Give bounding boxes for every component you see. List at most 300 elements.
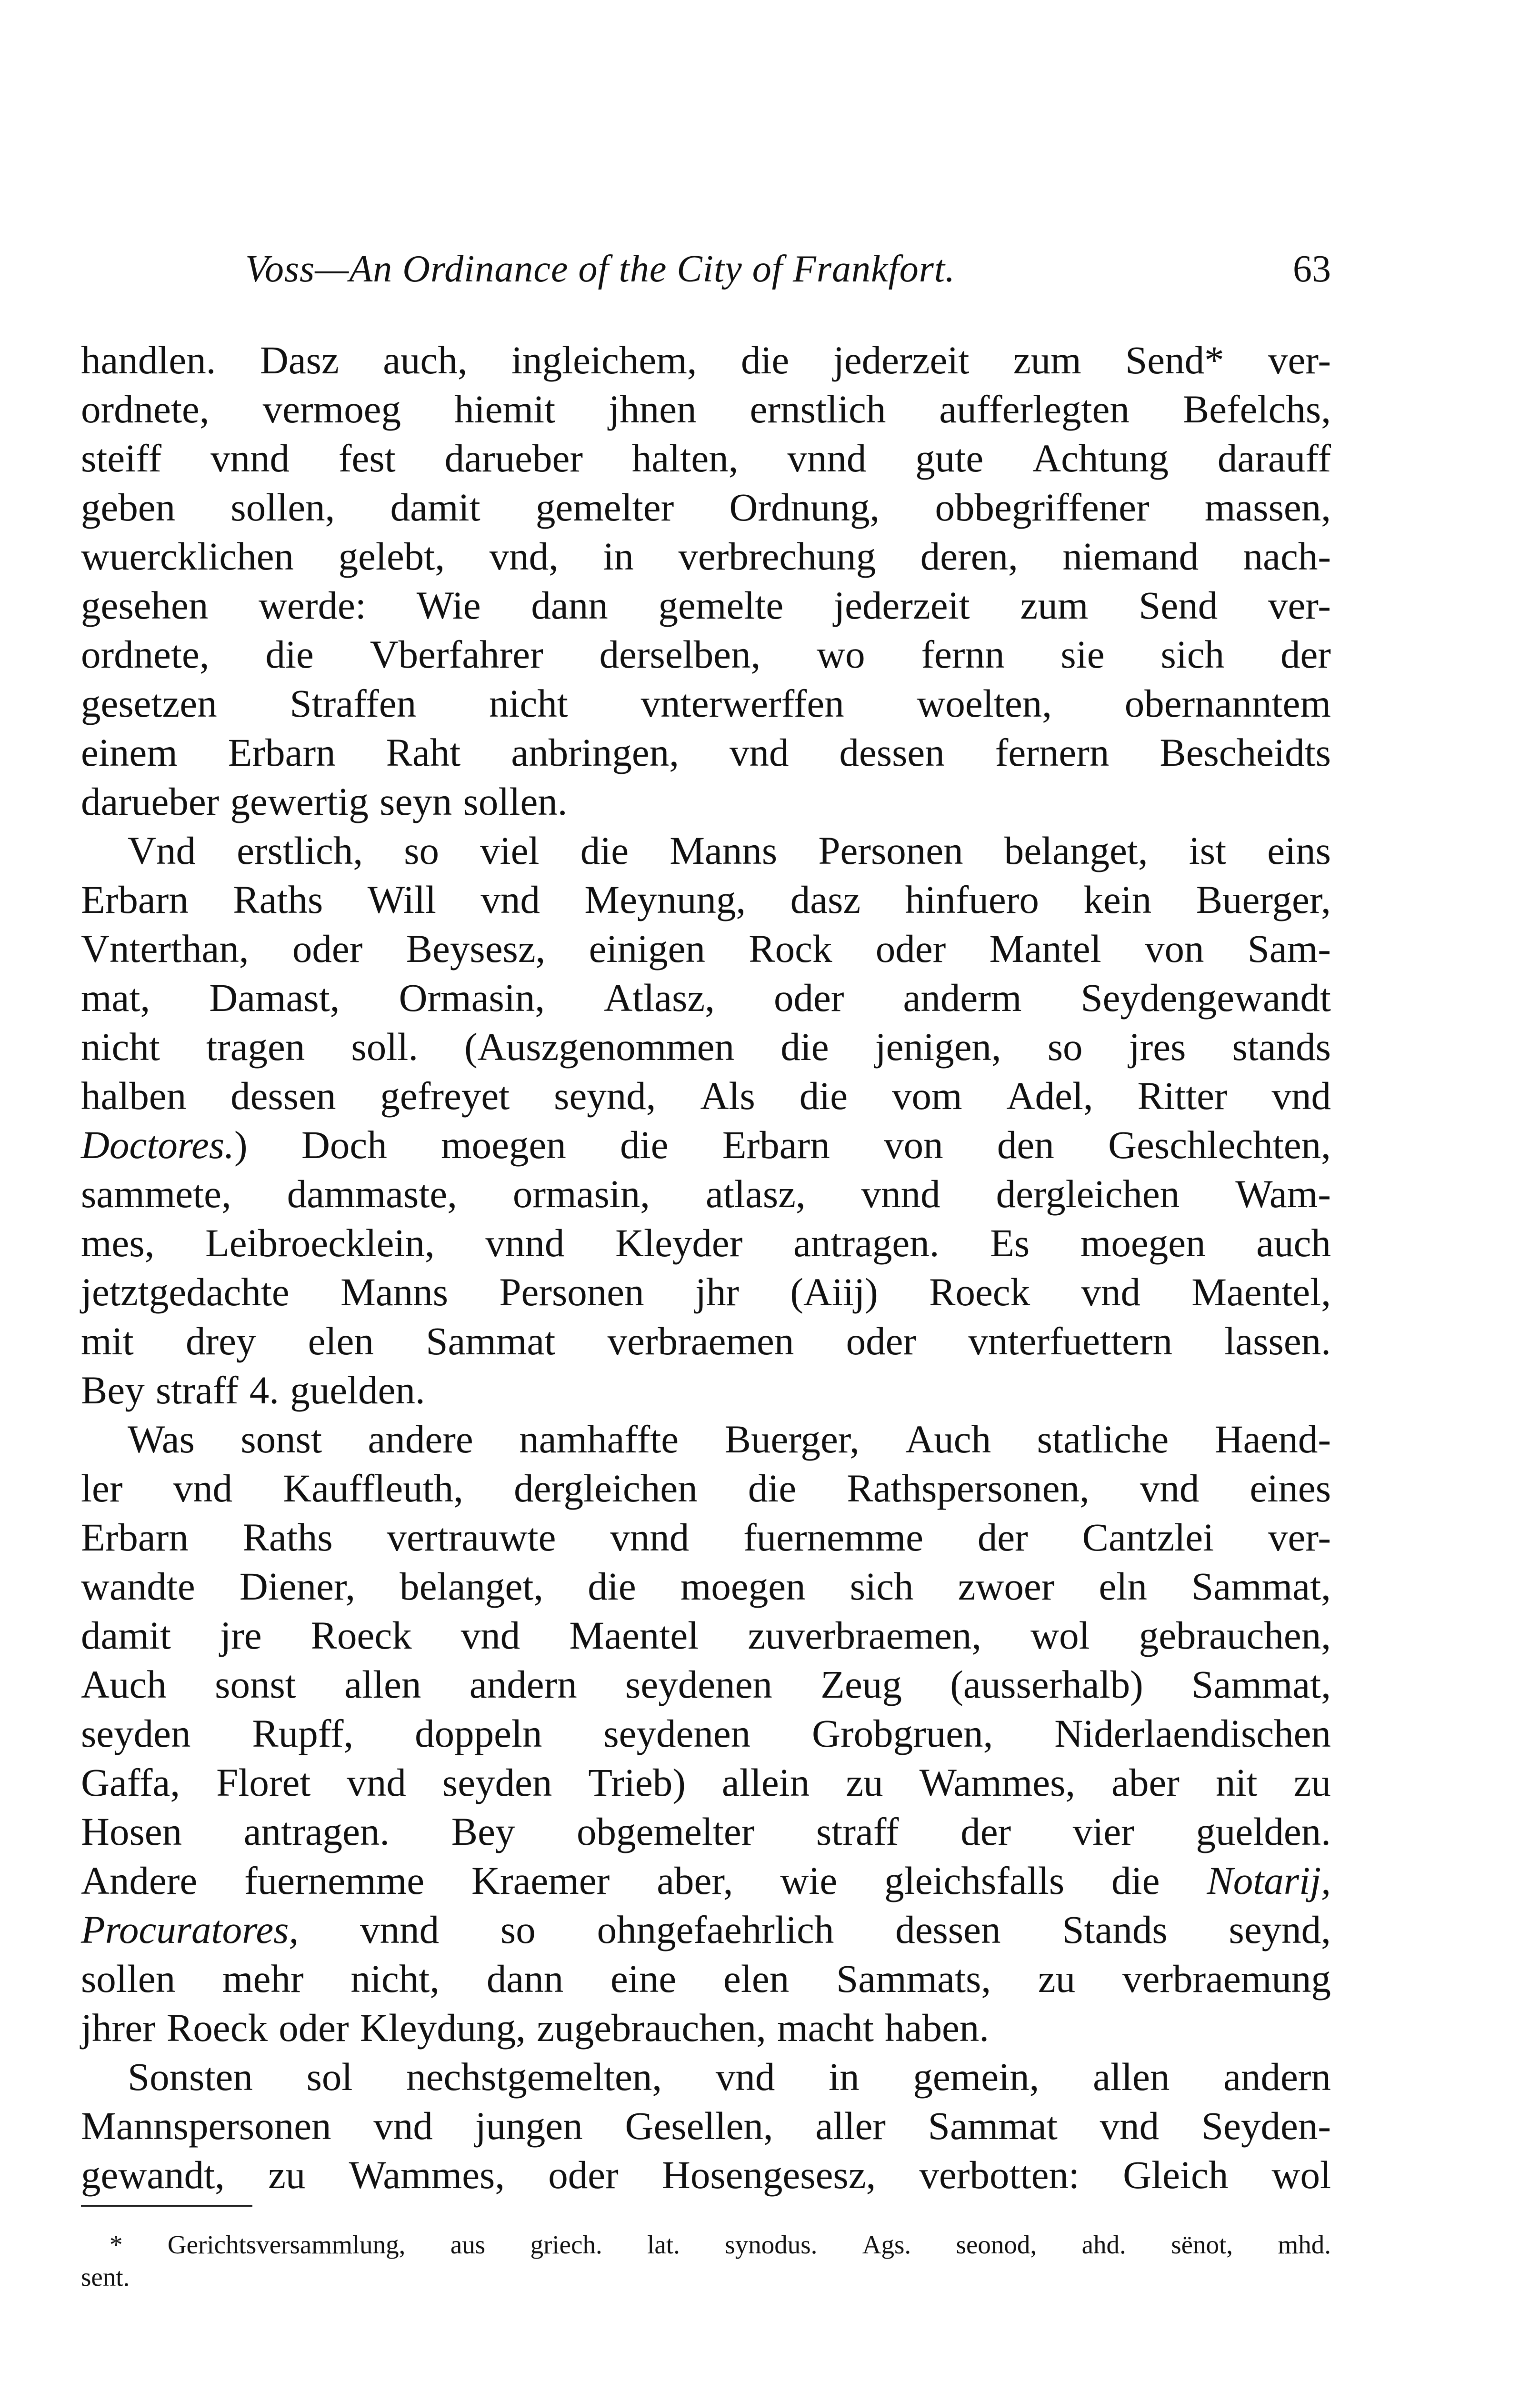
text-line (81, 1366, 1331, 1415)
word: vnnd (861, 1172, 940, 1216)
word: Diener, (239, 1564, 356, 1608)
text-line (81, 2003, 1331, 2052)
word: obbegriffener (935, 485, 1150, 529)
word: fernern (995, 730, 1110, 774)
word: Kauffleuth, (283, 1466, 464, 1510)
word: sent. (81, 2262, 130, 2291)
word: Sonsten (128, 2055, 253, 2099)
word: jederzeit (834, 583, 970, 627)
word: Maentel, (1191, 1270, 1331, 1314)
word: Zeug (820, 1662, 902, 1706)
word: Roeck (310, 1613, 412, 1657)
word: (Aiij) (790, 1270, 878, 1314)
text-line (81, 2052, 1331, 2101)
word: nicht (81, 1025, 160, 1069)
word: ordnete, (81, 632, 210, 676)
word: Es (990, 1221, 1030, 1265)
word: Raths (233, 878, 323, 921)
word: oder (875, 927, 946, 970)
word: Hosengesesz, (661, 2153, 876, 2197)
word: Wammes, (349, 2153, 505, 2197)
word: Maentel (569, 1613, 699, 1657)
word: antragen. (793, 1221, 940, 1265)
text-line (81, 777, 1331, 826)
text-line (81, 679, 1331, 728)
word: Beysesz, (406, 927, 546, 970)
word: belanget, (400, 1564, 544, 1608)
word: gute (915, 436, 984, 480)
word: wie (780, 1859, 838, 1902)
word: den (997, 1123, 1054, 1167)
word: Ags. (862, 2230, 911, 2259)
word: haben. (885, 2006, 990, 2050)
word: einigen (589, 927, 706, 970)
word: hinfuero (905, 878, 1039, 921)
word: Rock (749, 927, 832, 970)
footnote-line (81, 2261, 1331, 2293)
word: moegen (680, 1564, 806, 1608)
word: steiff (81, 436, 162, 480)
text-line (81, 1022, 1331, 1071)
word: dergleichen (996, 1172, 1180, 1216)
word: ver- (1268, 338, 1331, 382)
word: Vberfahrer (370, 632, 543, 676)
word: zuverbraemen, (748, 1613, 982, 1657)
word: vnd (1100, 2104, 1160, 2148)
word: Raht (386, 730, 461, 774)
word: ordnete, (81, 387, 210, 431)
word: ohngefaehrlich (597, 1908, 834, 1951)
footnote-line (81, 2229, 1331, 2261)
word: jhr (695, 1270, 740, 1314)
word: vnd (347, 1761, 406, 1804)
word: in (829, 2055, 860, 2099)
word: aber, (657, 1859, 733, 1902)
word: der (960, 1810, 1011, 1853)
word: auch, (383, 338, 468, 382)
word: dessen (895, 1908, 1001, 1951)
word: die (265, 632, 314, 676)
text-line (81, 1513, 1331, 1562)
word: (ausserhalb) (950, 1662, 1143, 1706)
word: Bey (81, 1368, 145, 1412)
running-head (81, 243, 1331, 295)
running-title: Voss—An Ordinance of the City of Frankfort. (245, 248, 956, 290)
word: nicht, (350, 1957, 440, 2001)
word: guelden. (290, 1368, 425, 1412)
text-line (81, 728, 1331, 777)
word: mhd. (1278, 2230, 1331, 2259)
word: Roeck (929, 1270, 1030, 1314)
word: vnnd (360, 1908, 440, 1951)
word: Personen (818, 829, 963, 872)
word: Befelchs, (1182, 387, 1331, 431)
word: oder (846, 1319, 917, 1363)
word: mat, (81, 976, 150, 1020)
word: Sammats, (836, 1957, 991, 2001)
word: Achtung (1032, 436, 1169, 480)
text-line (81, 336, 1331, 385)
word: dessen (839, 730, 945, 774)
word: jhnen (609, 387, 697, 431)
word: Ormasin, (399, 976, 545, 1020)
word: nach- (1243, 534, 1331, 578)
word: vier (1072, 1810, 1134, 1853)
word: Auch (81, 1662, 167, 1706)
word: jre (220, 1613, 262, 1657)
word: Sammat (928, 2104, 1058, 2148)
text-line (81, 2151, 1331, 2200)
word: geben (81, 485, 176, 529)
text-line (81, 1415, 1331, 1464)
word: der (1280, 632, 1331, 676)
word: darueber (444, 436, 583, 480)
word: gleichsfalls (884, 1859, 1065, 1902)
word: Was (128, 1417, 195, 1461)
word: belanget, (1004, 829, 1148, 872)
word: Kleyder (615, 1221, 743, 1265)
word: handlen. (81, 338, 216, 382)
text-line (81, 1120, 1331, 1170)
word: ahd. (1081, 2230, 1126, 2259)
word: viel (480, 829, 540, 872)
word: oder (292, 927, 363, 970)
word: eins (1267, 829, 1331, 872)
text-line (81, 1954, 1331, 2003)
word: Dasz (260, 338, 339, 382)
word: nechstgemelten, (406, 2055, 662, 2099)
word: Geschlechten, (1108, 1123, 1331, 1167)
word: oder (279, 2006, 349, 2050)
word: Andere (81, 1859, 198, 1902)
word: zwoer (958, 1564, 1055, 1608)
word: seyden (442, 1761, 552, 1804)
word: allen (344, 1662, 421, 1706)
word: eln (1099, 1564, 1147, 1608)
word: Cantzlei (1082, 1515, 1214, 1559)
word: wo (817, 632, 865, 676)
text-line (81, 1905, 1331, 1954)
word: seydenen (603, 1711, 751, 1755)
word: lassen. (1224, 1319, 1331, 1363)
text-line (81, 1317, 1331, 1366)
word: zu (268, 2153, 306, 2197)
word: Meynung, (584, 878, 746, 921)
word: Manns (340, 1270, 449, 1314)
word: Doctores.) (81, 1123, 248, 1167)
word: andere (368, 1417, 473, 1461)
word: allen (1093, 2055, 1170, 2099)
word: vnd (373, 2104, 433, 2148)
word: Vnterthan, (81, 927, 249, 970)
word: seydenen (625, 1662, 772, 1706)
text-line (81, 1464, 1331, 1513)
word: vnnd (787, 436, 867, 480)
word: Mantel (989, 927, 1101, 970)
word: Doch (301, 1123, 387, 1167)
word: wuercklichen (81, 534, 294, 578)
word: jhrer (81, 2006, 156, 2050)
word: straff (155, 1368, 239, 1412)
word: gesetzen (81, 681, 217, 725)
word: fuernemme (244, 1859, 425, 1902)
word: gelebt, (338, 534, 445, 578)
word: vnd (480, 878, 540, 921)
word: vnterfuettern (968, 1319, 1173, 1363)
word: dasz (790, 878, 861, 921)
word: aufferlegten (939, 387, 1130, 431)
word: vnd (173, 1466, 233, 1510)
word: vom (892, 1074, 962, 1118)
word: halben (81, 1074, 187, 1118)
word: Vnd (128, 829, 196, 872)
word: verbraemen (607, 1319, 794, 1363)
word: darueber (81, 780, 220, 823)
word: elen (308, 1319, 374, 1363)
word: antragen. (243, 1810, 390, 1853)
word: wol (1271, 2153, 1331, 2197)
word: gewandt, (81, 2153, 225, 2197)
word: mehr (222, 1957, 304, 2001)
word: ver- (1268, 583, 1331, 627)
word: fest (338, 436, 396, 480)
word: jetztgedachte (81, 1270, 290, 1314)
word: deren, (920, 534, 1018, 578)
word: sollen (81, 1957, 176, 2001)
word: fernn (921, 632, 1005, 676)
word: Kraemer (471, 1859, 610, 1902)
word: die (1111, 1859, 1160, 1902)
word: obgemelter (577, 1810, 755, 1853)
text-line (81, 1219, 1331, 1268)
text-line (81, 2101, 1331, 2151)
text-line (81, 826, 1331, 875)
word: Erbarn (722, 1123, 830, 1167)
word: dann (486, 1957, 564, 2001)
word: jederzeit (833, 338, 970, 382)
word: nit (1215, 1761, 1258, 1804)
text-line (81, 483, 1331, 532)
word: Buerger, (724, 1417, 860, 1461)
word: Wie (416, 583, 481, 627)
word: die (588, 1564, 636, 1608)
word: massen, (1204, 485, 1331, 529)
word: verbotten: (919, 2153, 1080, 2197)
word: der (977, 1515, 1028, 1559)
text-line (81, 630, 1331, 679)
word: Ordnung, (729, 485, 880, 529)
word: so (500, 1908, 536, 1951)
word: wandte (81, 1564, 195, 1608)
word: sonst (215, 1662, 296, 1706)
word: seyden (81, 1711, 191, 1755)
word: zum (1013, 338, 1081, 382)
word: Buerger, (1196, 878, 1331, 921)
word: Haend- (1214, 1417, 1331, 1461)
word: Send (1139, 583, 1218, 627)
word: Niderlaendischen (1054, 1711, 1331, 1755)
word: Erbarn (81, 1515, 189, 1559)
word: 4. (249, 1368, 280, 1412)
word: verbrechung (678, 534, 876, 578)
word: dammaste, (287, 1172, 457, 1216)
word: zu (846, 1761, 883, 1804)
word: Als (700, 1074, 755, 1118)
word: sollen, (230, 485, 335, 529)
word: sollen. (463, 780, 568, 823)
word: Roeck (166, 2006, 268, 2050)
word: zugebrauchen, (537, 2006, 766, 2050)
word: die (620, 1123, 669, 1167)
word: guelden. (1196, 1810, 1331, 1853)
word: vnnd (210, 436, 290, 480)
word: vnnd (485, 1221, 565, 1265)
word: Manns (670, 829, 778, 872)
word: drey (185, 1319, 256, 1363)
word: oder (774, 976, 844, 1020)
word: mes, (81, 1221, 155, 1265)
word: gefreyet (380, 1074, 510, 1118)
word: Leibroecklein, (205, 1221, 435, 1265)
word: Seyden- (1201, 2104, 1331, 2148)
word: von (884, 1123, 943, 1167)
word: atlasz, (706, 1172, 806, 1216)
word: Bey (451, 1810, 515, 1853)
word: Will (367, 878, 436, 921)
word: Personen (499, 1270, 644, 1314)
word: Gerichtsversammlung, (167, 2230, 406, 2259)
word: derselben, (599, 632, 761, 676)
word: stands (1232, 1025, 1331, 1069)
word: dessen (230, 1074, 336, 1118)
word: sie (1060, 632, 1105, 676)
word: jungen (475, 2104, 583, 2148)
word: griech. (530, 2230, 602, 2259)
word: Auch (905, 1417, 991, 1461)
word: werde: (259, 583, 366, 627)
word: Grobgruen, (812, 1711, 993, 1755)
word: ler (81, 1466, 123, 1510)
text-line (81, 1071, 1331, 1120)
word: soll. (351, 1025, 419, 1069)
word: einem (81, 730, 178, 774)
word: obernanntem (1124, 681, 1331, 725)
word: andern (469, 1662, 577, 1706)
word: niemand (1062, 534, 1199, 578)
word: in (603, 534, 634, 578)
text-line (81, 1170, 1331, 1219)
text-line (81, 1268, 1331, 1317)
word: ingleichem, (511, 338, 697, 382)
word: damit (81, 1613, 171, 1657)
word: wol (1030, 1613, 1090, 1657)
word: Procuratores, (81, 1908, 299, 1951)
word: die (780, 1025, 829, 1069)
word: Bescheidts (1160, 730, 1331, 774)
text-line (81, 385, 1331, 434)
word: dergleichen (514, 1466, 698, 1510)
word: gesehen (81, 583, 209, 627)
word: ver- (1268, 1515, 1331, 1559)
word: Hosen (81, 1810, 182, 1853)
word: statliche (1037, 1417, 1169, 1461)
word: moegen (441, 1123, 566, 1167)
word: tragen (206, 1025, 305, 1069)
text-line (81, 875, 1331, 924)
word: Adel, (1006, 1074, 1093, 1118)
word: ernstlich (750, 387, 886, 431)
word: vnd (1271, 1074, 1331, 1118)
word: seonod, (956, 2230, 1037, 2259)
word: straff (816, 1810, 899, 1853)
word: Gleich (1123, 2153, 1229, 2197)
word: jenigen, (875, 1025, 1001, 1069)
text-line (81, 1807, 1331, 1856)
word: Rupff, (252, 1711, 354, 1755)
word: so (404, 829, 440, 872)
word: synodus. (725, 2230, 818, 2259)
page-number: 63 (1293, 248, 1331, 290)
word: sammete, (81, 1172, 231, 1216)
word: Wam- (1235, 1172, 1331, 1216)
word: kein (1083, 878, 1152, 921)
word: Raths (242, 1515, 333, 1559)
text-line (81, 1709, 1331, 1758)
word: andern (1223, 2055, 1331, 2099)
word: die (580, 829, 629, 872)
word: vertrauwte (387, 1515, 556, 1559)
text-line (81, 581, 1331, 630)
word: anbringen, (511, 730, 679, 774)
word: moegen (1080, 1221, 1206, 1265)
word: aber (1111, 1761, 1180, 1804)
word: darauff (1217, 436, 1331, 480)
word: eines (1250, 1466, 1331, 1510)
word: damit (390, 485, 480, 529)
word: doppeln (415, 1711, 542, 1755)
word: ist (1189, 829, 1227, 872)
word: (Auszgenommen (464, 1025, 735, 1069)
word: Mannspersonen (81, 2104, 331, 2148)
word: sol (306, 2055, 353, 2099)
word: dann (531, 583, 608, 627)
word: Sammat, (1191, 1662, 1331, 1706)
word: Gaffa, (81, 1761, 180, 1804)
text-line (81, 1562, 1331, 1611)
word: vnd (1081, 1270, 1140, 1314)
word: aller (815, 2104, 886, 2148)
word: vnd (715, 2055, 775, 2099)
word: vnd, (489, 534, 559, 578)
word: Floret (216, 1761, 311, 1804)
word: Rathspersonen, (847, 1466, 1090, 1510)
text-line (81, 1611, 1331, 1660)
word: vnd (729, 730, 789, 774)
word: sonst (240, 1417, 322, 1461)
word: macht (777, 2006, 874, 2050)
word: Wammes, (919, 1761, 1076, 1804)
word: vnnd (610, 1515, 690, 1559)
word: elen (723, 1957, 790, 2001)
word: Notarij, (1207, 1859, 1331, 1902)
word: Atlasz, (604, 976, 715, 1020)
word: allein (721, 1761, 810, 1804)
word: mit (81, 1319, 134, 1363)
word: sich (1160, 632, 1225, 676)
word: erstlich, (237, 829, 363, 872)
word: Send* (1125, 338, 1224, 382)
word: seynd, (1229, 1908, 1331, 1951)
